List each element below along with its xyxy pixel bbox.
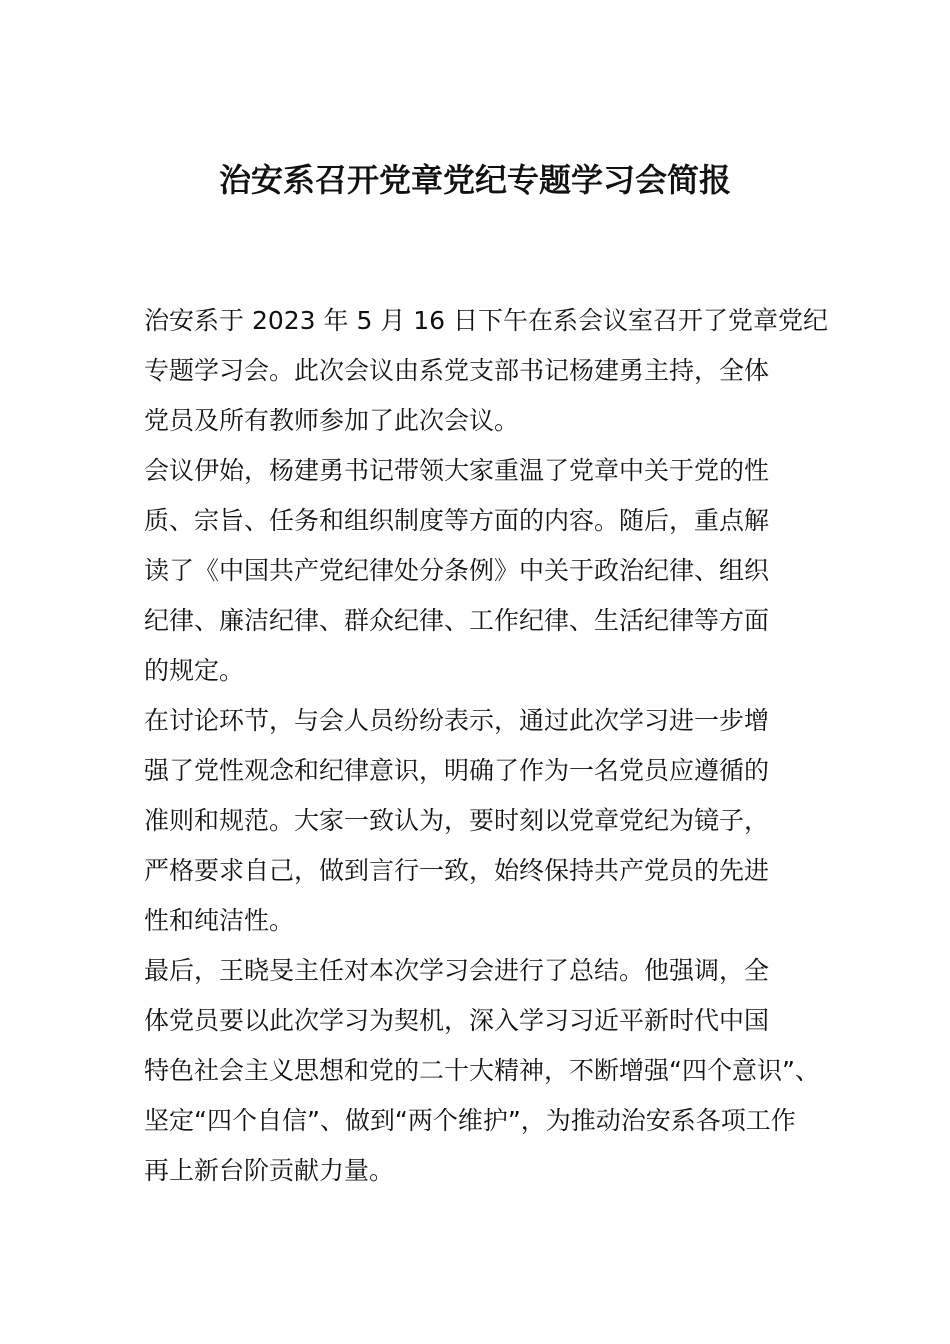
text-line: 会议伊始，杨建勇书记带领大家重温了党章中关于党的性	[144, 456, 770, 485]
paragraph-meeting-info	[144, 296, 844, 446]
text-line: 坚定“四个自信”、做到“两个维护”，为推动治安系各项工作	[144, 1106, 796, 1135]
text-line: 的规定。	[144, 656, 245, 685]
text-line: 强了党性观念和纪律意识，明确了作为一名党员应遵循的	[144, 756, 770, 785]
text-line: 最后，王晓旻主任对本次学习会进行了总结。他强调，全	[144, 956, 770, 985]
text-line: 治安系于 2023 年 5 月 16 日下午在系会议室召开了党章党纪	[144, 306, 829, 335]
text-line: 再上新台阶贡献力量。	[144, 1156, 395, 1185]
paragraph-review-charter	[144, 446, 844, 696]
paragraph-summary	[144, 946, 844, 1196]
text-line: 体党员要以此次学习为契机，深入学习习近平新时代中国	[144, 1006, 770, 1035]
text-line: 严格要求自己，做到言行一致，始终保持共产党员的先进	[144, 856, 770, 885]
document-title: 治安系召开党章党纪专题学习会简报	[218, 161, 731, 199]
text-line: 在讨论环节，与会人员纷纷表示，通过此次学习进一步增	[144, 706, 770, 735]
document-body	[144, 296, 844, 1196]
text-line: 读了《中国共产党纪律处分条例》中关于政治纪律、组织	[144, 556, 770, 585]
paragraph-discussion	[144, 696, 844, 946]
text-line: 党员及所有教师参加了此次会议。	[144, 406, 520, 435]
text-line: 准则和规范。大家一致认为，要时刻以党章党纪为镜子，	[144, 806, 770, 835]
text-line: 专题学习会。此次会议由系党支部书记杨建勇主持，全体	[144, 356, 770, 385]
text-line: 质、宗旨、任务和组织制度等方面的内容。随后，重点解	[144, 506, 770, 535]
text-line: 纪律、廉洁纪律、群众纪律、工作纪律、生活纪律等方面	[144, 606, 770, 635]
text-line: 性和纯洁性。	[144, 906, 295, 935]
text-line: 特色社会主义思想和党的二十大精神，不断增强“四个意识”、	[144, 1056, 820, 1085]
